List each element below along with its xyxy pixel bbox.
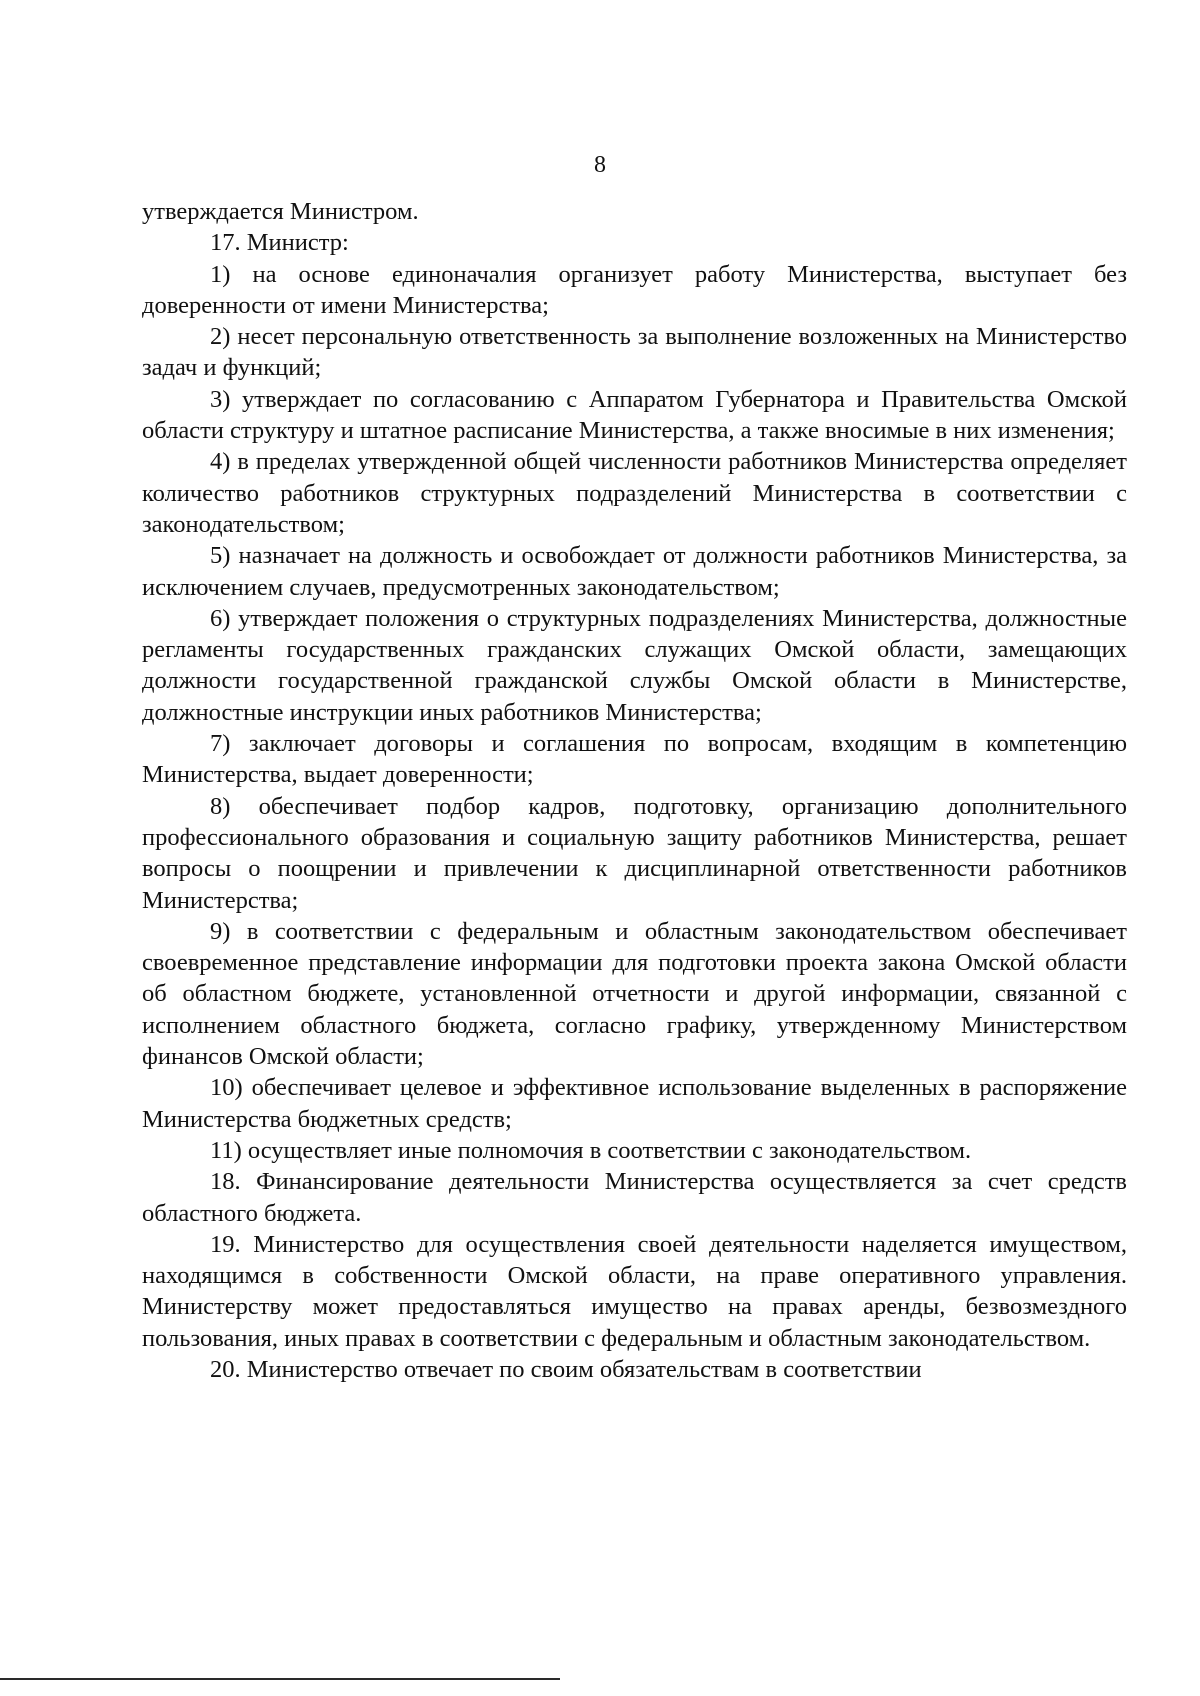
list-item-6: 6) утверждает положения о структурных подразделениях Министерства, должностные регламенты государственных гражданских служащих Омской области, замещающих должности государственной гражданской службы Омской области в Министерстве, должностные инструкции иных работников Министерства; — [142, 604, 1127, 726]
list-item-3: 3) утверждает по согласованию с Аппаратом Губернатора и Правительства Омской области структуру и штатное расписание Министерства, а также вносимые в них изменения; — [142, 385, 1127, 445]
list-item-10: 10) обеспечивает целевое и эффективное использование выделенных в распоряжение Министерства бюджетных средств; — [142, 1074, 1127, 1133]
scan-edge-line — [0, 1678, 560, 1680]
list-item-5: 5) назначает на должность и освобождает от должности работников Министерства, за исключением случаев, предусмотренных законодательством; — [142, 542, 1127, 601]
list-item-4: 4) в пределах утвержденной общей численности работников Министерства определяет количество работников структурных подразделений Министерства в соответствии с законодательством; — [142, 448, 1127, 538]
list-item-8: 8) обеспечивает подбор кадров, подготовку, организацию дополнительного профессионального образования и социальную защиту работников Министерства, решает вопросы о поощрении и привлечении к дисциплинарной ответственности работников Министерства; — [142, 792, 1127, 914]
paragraph-item-17: 17. Министр: — [210, 229, 349, 257]
list-item-2: 2) несет персональную ответственность за выполнение возложенных на Министерство задач и функций; — [142, 323, 1127, 382]
list-item-11: 11) осуществляет иные полномочия в соответствии с законодательством. — [210, 1136, 972, 1164]
paragraph-item-20: 20. Министерство отвечает по своим обязательствам в соответствии — [210, 1355, 922, 1383]
paragraph-item-19: 19. Министерство для осуществления своей деятельности наделяется имуществом, находящимся в собственности Омской области, на праве оперативного управления. Министерству может предоставляться имущество на правах аренды, безвозмездного пользования, иных правах в соответствии с федеральным и областным законодательством. — [142, 1230, 1127, 1352]
list-item-1: 1) на основе единоначалия организует работу Министерства, выступает без доверенности от имени Министерства; — [142, 260, 1127, 319]
paragraph-continuation: утверждается Министром. — [142, 198, 419, 225]
list-item-9: 9) в соответствии с федеральным и областным законодательством обеспечивает своевременное представление информации для подготовки проекта закона Омской области об областном бюджете, установленной отчетности и другой информации, связанной с исполнением областного бюджета, согласно графику, утвержденному Министерством финансов Омской области; — [142, 917, 1127, 1071]
page-number: 8 — [594, 152, 606, 178]
paragraph-item-18: 18. Финансирование деятельности Министерства осуществляется за счет средств областного бюджета. — [142, 1168, 1127, 1227]
list-item-7: 7) заключает договоры и соглашения по вопросам, входящим в компетенцию Министерства, выдает доверенности; — [142, 730, 1127, 789]
document-body — [142, 196, 1127, 1385]
